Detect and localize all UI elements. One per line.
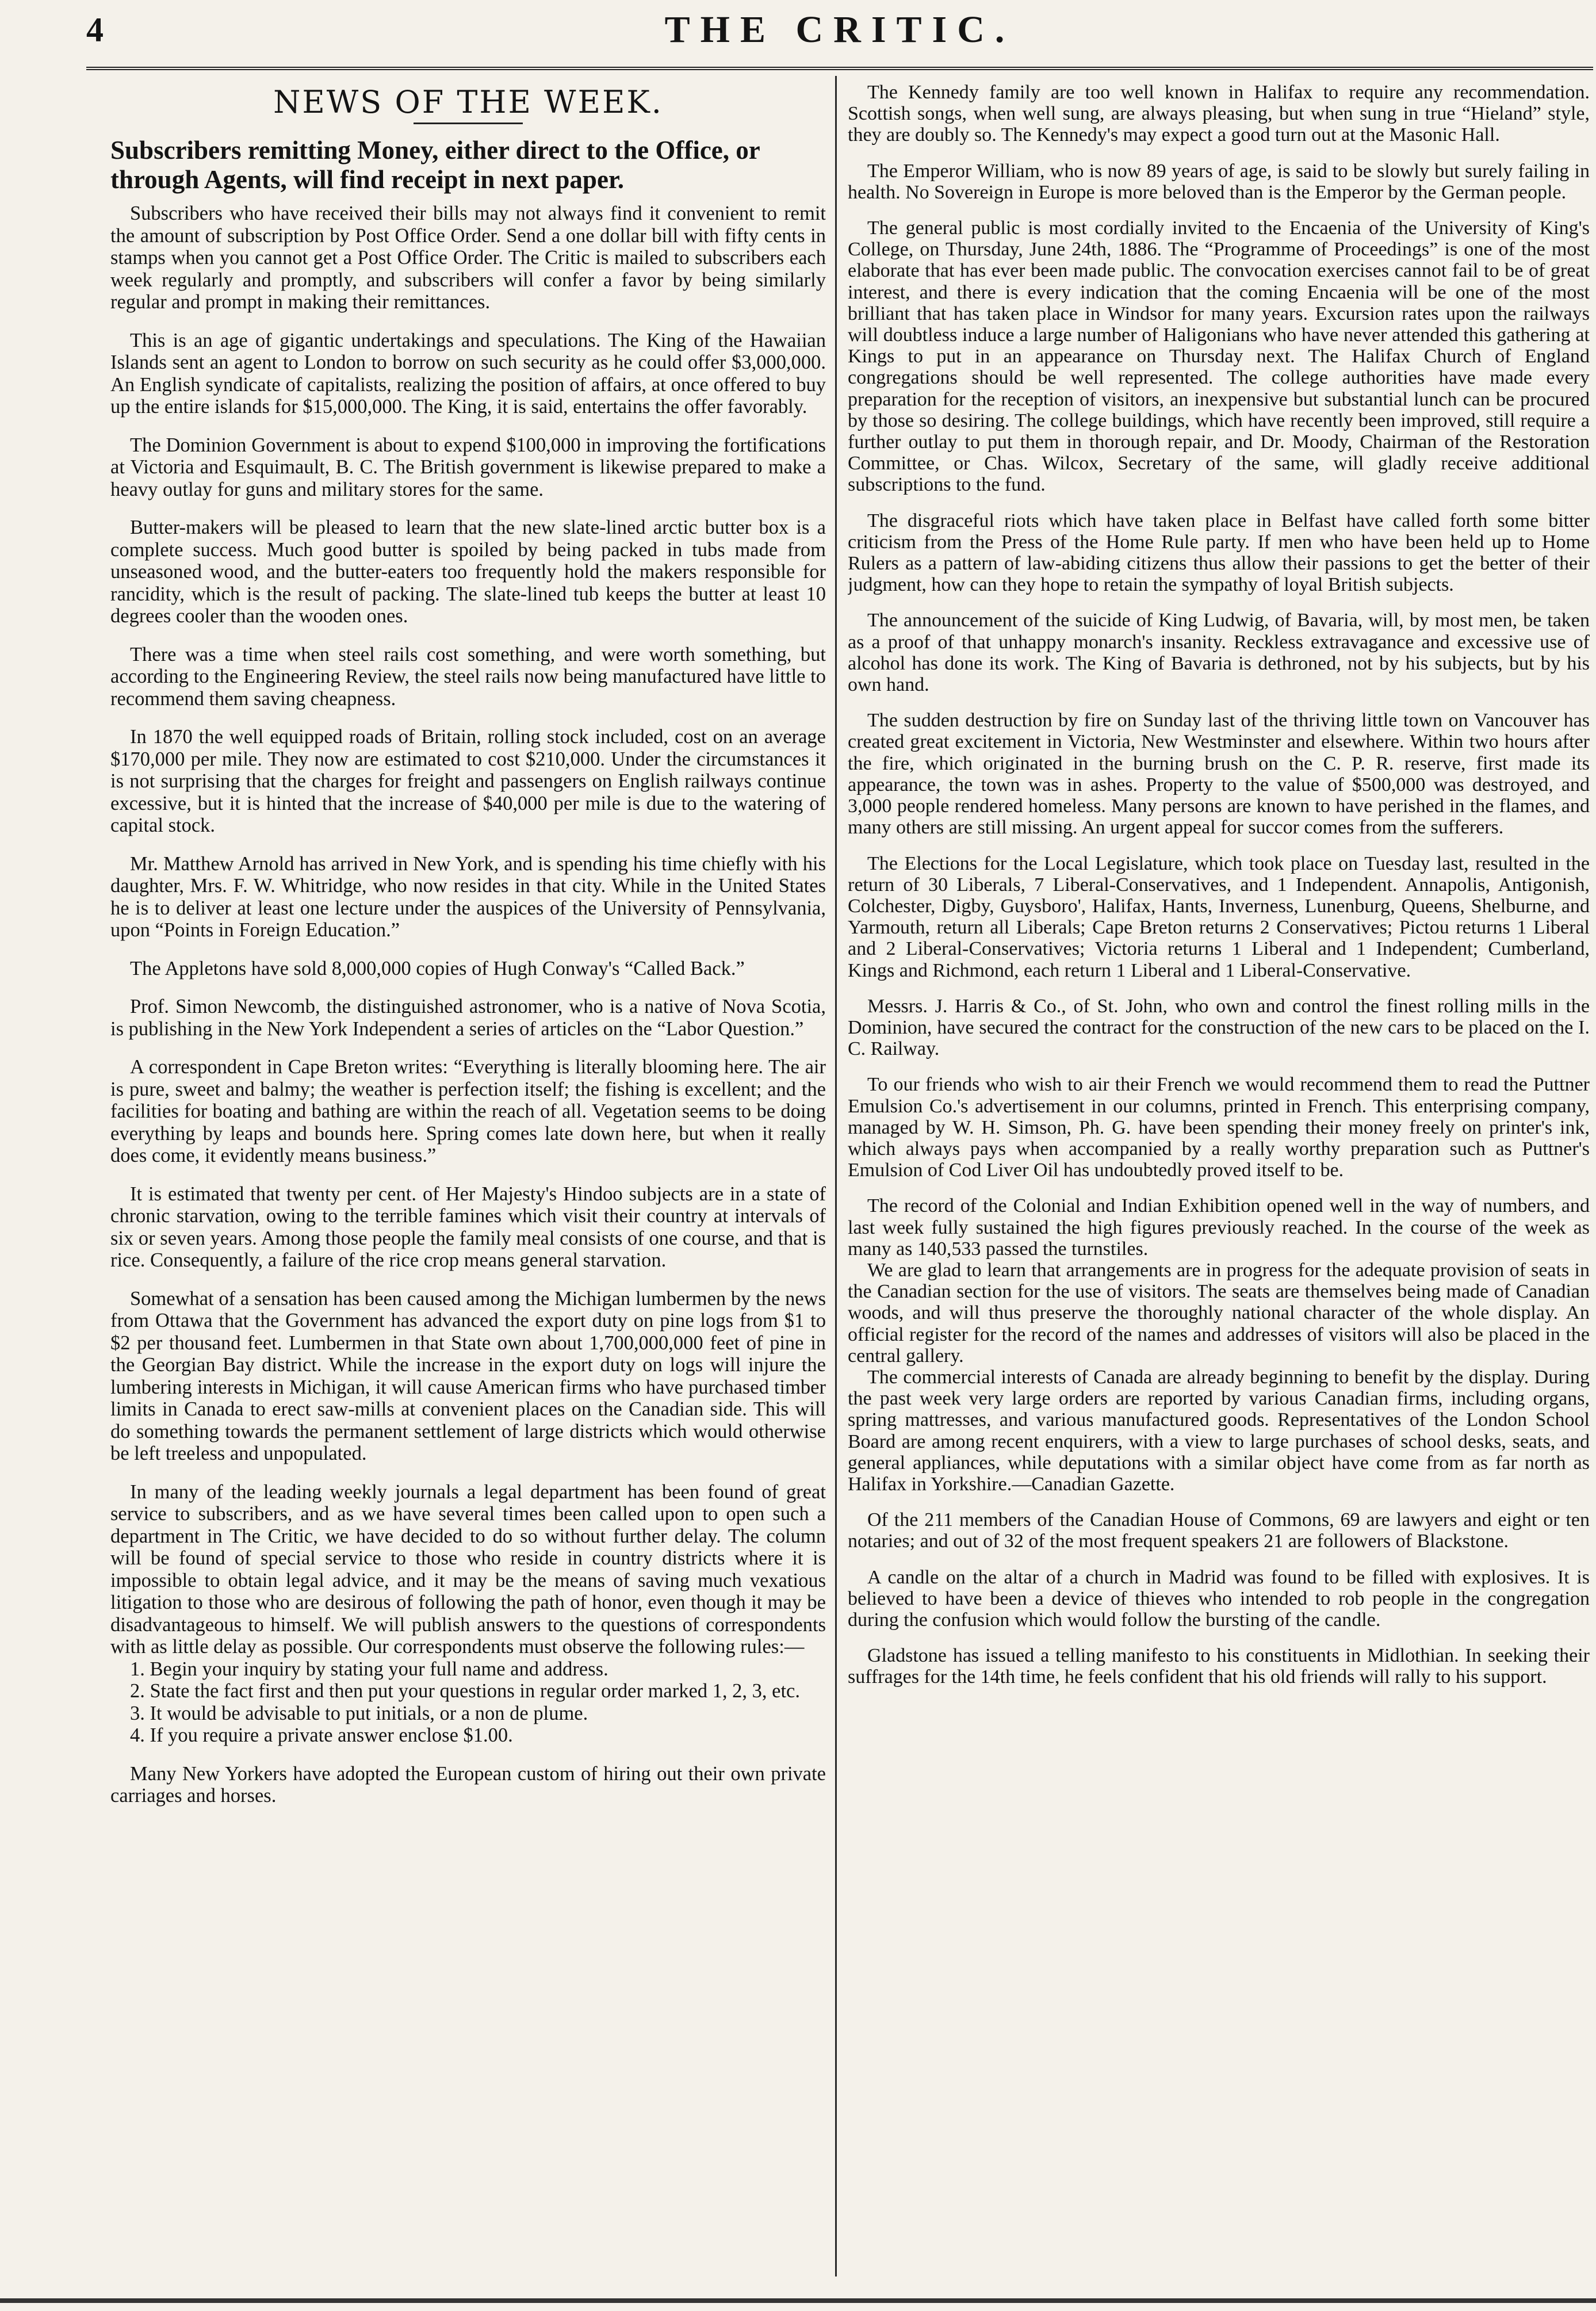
- article-paragraph: Subscribers who have received their bills may not always find it convenient to remit the amount of subscription by Post Office Order. Send a one dollar bill with fifty cents in stamps when you cannot get a Post Office Order. The Critic is mailed to subscribers each week regularly and promptly, and subscribers will confer a favor by being similarly regular and prompt in making their remittances.: [110, 202, 826, 313]
- title-rule: [414, 123, 523, 124]
- masthead: THE CRITIC.: [664, 9, 1015, 51]
- article-paragraph: The Kennedy family are too well known in Halifax to require any recommendation. Scottish songs, when well sung, are always pleasing, but when sung in true “Hieland” style, they are doubly so. The Kennedy's may expect a good turn out at the Masonic Hall.: [848, 82, 1590, 146]
- article-paragraph: The Dominion Government is about to expend $100,000 in improving the fortifications at Victoria and Esquimault, B. C. The British government is likewise prepared to make a heavy outlay for guns and military stores for the same.: [110, 434, 826, 500]
- article-paragraph: The Emperor William, who is now 89 years of age, is said to be slowly but surely failing in health. No Sovereign in Europe is more beloved than is the Emperor by the German people.: [848, 160, 1590, 203]
- right-column: [848, 82, 1590, 2265]
- article-paragraph: Somewhat of a sensation has been caused among the Michigan lumbermen by the news from Ottawa that the Government has advanced the export duty on pine logs from $1 to $2 per thousand feet. Lumbermen in that State own about 1,700,000,000 feet of pine in the Georgian Bay district. While the increase in the export duty on logs will injure the lumbering interests in Michigan, it will cause American firms who have purchased timber limits in Canada to erect saw-mills at convenient places on the Canadian side. This will do something towards the permanent settlement of large districts which would otherwise be left treeless and unpopulated.: [110, 1287, 826, 1464]
- rule-item: 1. Begin your inquiry by stating your full name and address.: [130, 1658, 608, 1680]
- article-paragraph: Butter-makers will be pleased to learn that the new slate-lined arctic butter box is a complete success. Much good butter is spoiled by being packed in tubs made from unseasoned wood, and the butter-eaters too frequently hold the makers responsible for rancidity, which is the result of packing. The slate-lined tub keeps the butter at least 10 degrees cooler than the wooden ones.: [110, 516, 826, 627]
- article-paragraph: This is an age of gigantic undertakings and speculations. The King of the Hawaiian Islands sent an agent to London to borrow on such security as he could offer $3,000,000. An English syndicate of capitalists, realizing the position of affairs, at once offered to buy up the entire islands for $15,000,000. The King, it is said, entertains the offer favorably.: [110, 329, 826, 418]
- article-paragraph: The announcement of the suicide of King Ludwig, of Bavaria, will, by most men, be taken as a proof of that unhappy monarch's insanity. Reckless extravagance and excessive use of alcohol has done its work. The King of Bavaria is dethroned, not by his subjects, but by his own hand.: [848, 610, 1590, 696]
- subscription-notice: Subscribers remitting Money, either direct to the Office, or through Agents, will find receipt in next paper.: [110, 136, 760, 194]
- page-number: 4: [86, 11, 104, 49]
- legal-department-paragraph: In many of the leading weekly journals a legal department has been found of great service to subscribers, and as we have several times been called upon to open such a department in The Critic, we have decided to do so without further delay. The column will be found of special service to those who reside in country districts where it is impossible to obtain legal advice, and it may be the means of saving much vexatious litigation to those who are desirous of following the path of honor, even though it may be disadvantageous to himself. We will publish answers to the questions of correspondents with as little delay as possible. Our correspondents must observe the following rules:—: [110, 1480, 826, 1658]
- article-paragraph: Prof. Simon Newcomb, the distinguished astronomer, who is a native of Nova Scotia, is publishing in the New York Independent a series of articles on the “Labor Question.”: [110, 996, 826, 1040]
- article-paragraph: It is estimated that twenty per cent. of Her Majesty's Hindoo subjects are in a state of chronic starvation, owing to the terrible famines which visit their country at intervals of six or seven years. Among those people the family meal consists of one course, and that is rice. Consequently, a failure of the rice crop means general starvation.: [110, 1183, 826, 1271]
- column-divider: [835, 76, 837, 2276]
- article-paragraph: To our friends who wish to air their French we would recommend them to read the Puttner Emulsion Co.'s advertisement in our columns, printed in French. This enterprising company, managed by W. H. Simson, Ph. G. have been spending their money freely on printer's ink, which always pays when accompanied by a really worthy preparation such as Puttner's Emulsion of Cod Liver Oil has undoubtedly proved itself to be.: [848, 1074, 1590, 1181]
- article-paragraph: Many New Yorkers have adopted the European custom of hiring out their own private carriages and horses.: [110, 1762, 826, 1807]
- article-paragraph: Gladstone has issued a telling manifesto to his constituents in Midlothian. In seeking their suffrages for the 14th time, he feels confident that his old friends will rally to his support.: [848, 1645, 1590, 1688]
- article-paragraph: There was a time when steel rails cost something, and were worth something, but according to the Engineering Review, the steel rails now being manufactured have little to recommend them saving cheapness.: [110, 643, 826, 710]
- article-paragraph: A candle on the altar of a church in Madrid was found to be filled with explosives. It is believed to have been a device of thieves who intended to rob people in the congregation during the confusion which would follow the bursting of the candle.: [848, 1566, 1590, 1631]
- page-header: [86, 0, 1593, 70]
- article-paragraph: Mr. Matthew Arnold has arrived in New York, and is spending his time chiefly with his daughter, Mrs. F. W. Whitridge, who now resides in that city. While in the United States he is to deliver at least one lecture under the auspices of the University of Pennsylvania, upon “Points in Foreign Education.”: [110, 852, 826, 941]
- article-paragraph: The general public is most cordially invited to the Encaenia of the University of King's College, on Thursday, June 24th, 1886. The “Programme of Proceedings” is one of the most elaborate that has ever been made public. The convocation exercises cannot fail to be of great interest, and there is every indication that the coming Encaenia will be one of the most brilliant that has taken place in Windsor for many years. Excursion rates upon the railways will doubtless induce a large number of Haligonians who have never attended this gathering at Kings to put in an appearance on Thursday next. The Halifax Church of England congregations should be well represented. The college authorities have made every preparation for the reception of visitors, an inexpensive but substantial lunch can be procured by those so desiring. The college buildings, which have recently been improved, still require a further outlay to put them in thorough repair, and Dr. Moody, Chairman of the Restoration Committee, or Chas. Wilcox, Secretary of the same, will gladly receive additional subscriptions to the fund.: [848, 217, 1590, 496]
- rule-item: 2. State the fact first and then put your questions in regular order marked 1, 2, 3, etc.: [130, 1680, 800, 1702]
- rule-item: 4. If you require a private answer enclose $1.00.: [130, 1724, 513, 1746]
- article-paragraph: In 1870 the well equipped roads of Britain, rolling stock included, cost on an average $170,000 per mile. They now are estimated to cost $210,000. Under the circumstances it is not surprising that the charges for freight and passengers on English railways continue excessive, but it is hinted that the increase of $40,000 per mile is due to the watering of capital stock.: [110, 726, 826, 836]
- article-paragraph: The sudden destruction by fire on Sunday last of the thriving little town on Vancouver has created great excitement in Victoria, New Westminster and elsewhere. Within two hours after the fire, which originated in the burning brush on the C. P. R. reserve, first made its appearance, the town was in ashes. Property to the value of $500,000 was destroyed, and 3,000 people rendered homeless. Many persons are known to have perished in the flames, and many others are still missing. An urgent appeal for succor comes from the sufferers.: [848, 710, 1590, 839]
- article-paragraph: The Elections for the Local Legislature, which took place on Tuesday last, resulted in the return of 30 Liberals, 7 Liberal-Conservatives, and 1 Independent. Annapolis, Antigonish, Colchester, Digby, Guysboro', Halifax, Hants, Inverness, Lunenburg, Queens, Shelburne, and Yarmouth, return all Liberals; Cape Breton returns 2 Conservatives; Pictou returns 1 Liberal and 2 Liberal-Conservatives; Victoria returns 1 Liberal and 1 Independent; Cumberland, Kings and Richmond, each return 1 Liberal and 1 Liberal-Conservative.: [848, 852, 1590, 981]
- section-title: NEWS OF THE WEEK.: [273, 84, 663, 120]
- rule-item: 3. It would be advisable to put initials, or a non de plume.: [130, 1702, 588, 1724]
- article-paragraph: A correspondent in Cape Breton writes: “Everything is literally blooming here. The air is pure, sweet and balmy; the weather is perfection itself; the fishing is excellent; and the facilities for boating and bathing are within the reach of all. Vegetation seems to be doing everything by leaps and bounds here. Spring comes late down here, but when it really does come, it evidently means business.”: [110, 1056, 826, 1166]
- bottom-rule: [0, 2298, 1596, 2303]
- article-paragraph: The record of the Colonial and Indian Exhibition opened well in the way of numbers, and last week fully sustained the high figures previously reached. In the course of the week as many as 140,533 passed the turnstiles.: [848, 1195, 1590, 1260]
- article-paragraph: Of the 211 members of the Canadian House of Commons, 69 are lawyers and eight or ten notaries; and out of 32 of the most frequent speakers 21 are followers of Blackstone.: [848, 1509, 1590, 1552]
- article-paragraph: The Appletons have sold 8,000,000 copies of Hugh Conway's “Called Back.”: [130, 957, 745, 980]
- left-column: [110, 82, 826, 2265]
- article-paragraph: The commercial interests of Canada are already beginning to benefit by the display. During the past week very large orders are reported by various Canadian firms, including organs, spring mattresses, and various manufactured goods. Representatives of the London School Board are among recent enquirers, with a view to large purchases of school desks, seats, and general appliances, while deputations with a similar object have come from as far north as Halifax in Yorkshire.—Canadian Gazette.: [848, 1366, 1590, 1495]
- article-paragraph: Messrs. J. Harris & Co., of St. John, who own and control the finest rolling mills in the Dominion, have secured the contract for the construction of the new cars to be placed on the I. C. Railway.: [848, 995, 1590, 1060]
- article-paragraph: The disgraceful riots which have taken place in Belfast have called forth some bitter criticism from the Press of the Home Rule party. If men who have been held up to Home Rulers as a pattern of law-abiding citizens thus allow their passions to get the better of their judgment, how can they hope to retain the sympathy of loyal British subjects.: [848, 510, 1590, 596]
- correspondent-rules: [110, 1658, 826, 1747]
- article-paragraph: We are glad to learn that arrangements are in progress for the adequate provision of seats in the Canadian section for the use of visitors. The seats are themselves being made of Canadian woods, and will thus preserve the thoroughly national character of the whole display. An official register for the record of the names and addresses of visitors will also be placed in the central gallery.: [848, 1259, 1590, 1367]
